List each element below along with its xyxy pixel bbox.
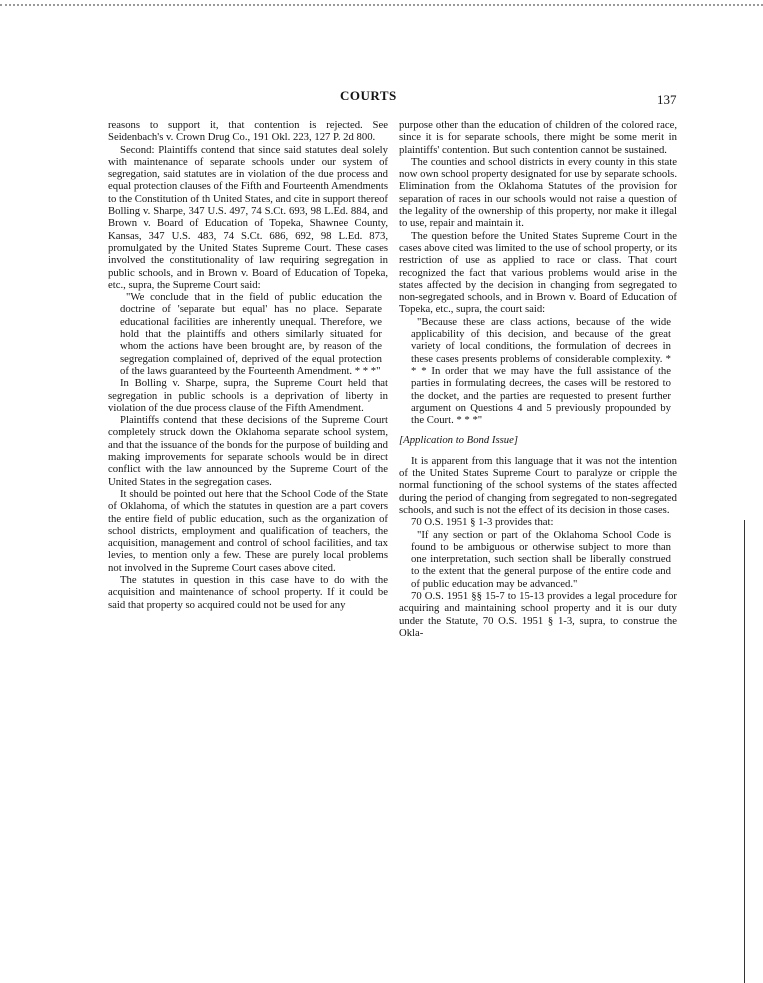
paragraph: It is apparent from this language that it was not the intention of the United States Supreme Court to paralyze or cripple the normal functioning of the school systems of the states affected during the period of changing from segregated to non-segregated schools, and such is not the effect of its decision in those cases. [399,454,677,516]
page-number: 137 [657,92,677,107]
paragraph: The statutes in question in this case have to do with the acquisition and maintenance of school property. If it could be said that property so acquired could not be used for any [108,573,388,611]
paragraph: Plaintiffs contend that these decisions of the Supreme Court completely struck down the Oklahoma separate school system, and that the issuance of the bonds for the purpose of building and making improvements for separate schools would be in direct conflict with the law announced by the Supreme Court of the United States in the segregation cases. [108,414,388,488]
running-header-title: COURTS [340,88,397,103]
paragraph: 70 O.S. 1951 §§ 15-7 to 15-13 provides a legal procedure for acquiring and maintaining school property and it is our duty under the Statute, 70 O.S. 1951 § 1-3, supra, to construe the Okla- [399,589,677,639]
right-column [399,119,677,639]
left-column [108,119,388,611]
paragraph: 70 O.S. 1951 § 1-3 provides that: [411,516,554,529]
paragraph: The counties and school districts in every county in this state now own school property designated for use by separate schools. Elimination from the Oklahoma Statutes of the provision for separation of races in our schools would not raise a question of the legality of the ownership of this property, nor make it illegal to use, repair and maintain it. [399,155,677,230]
paragraph: reasons to support it, that contention is rejected. See Seidenbach's v. Crown Drug Co., 191 Okl. 223, 127 P. 2d 800. [108,119,388,144]
section-heading: [Application to Bond Issue] [399,434,519,447]
paragraph: Second: Plaintiffs contend that since said statutes deal solely with maintenance of separate schools under our system of segregation, said statutes are in violation of the due process and equal protection clauses of the Fifth and Fourteenth Amendments to the Constitution of th United States, and cite in support thereof Bolling v. Sharpe, 347 U.S. 497, 74 S.Ct. 693, 98 L.Ed. 884, and Brown v. Board of Education of Topeka, Shawnee County, Kansas, 347 U.S. 483, 74 S.Ct. 686, 692, 98 L.Ed. 873, promulgated by the United States Supreme Court. These cases involved the constitutionality of law requiring segregation in public schools, and in Brown v. Board of Education of Topeka, etc., supra, the Supreme Court said: [108,143,388,291]
paragraph: The question before the United States Supreme Court in the cases above cited was limited to the use of school property, or its restriction of use as applied to race or class. That court recognized the fact that various problems would arise in the states affected by the decision in changing from segregated to non-segregated schools, and in Brown v. Board of Education of Topeka, etc., supra, the court said: [399,229,677,316]
right-margin-line [744,520,745,983]
block-quote: "We conclude that in the field of public education the doctrine of 'separate but equal' has no place. Separate educational facilities are inherently unequal. Therefore, we hold that the plaintiffs and others similarly situated for whom the actions have been brought are, by reason of the segregation complained of, deprived of the equal protection of the laws guaranteed by the Fourteenth Amendment. * * *" [120,291,382,377]
top-dotted-border [0,4,763,6]
paragraph: It should be pointed out here that the School Code of the State of Oklahoma, of which the statutes in question are a part covers the entire field of public education, such as the organization of school districts, employment and qualification of teachers, the acquisition, management and control of school facilities, and tax levies, to mention only a few. These are purely local problems not involved in the Supreme Court cases above cited. [108,487,388,574]
block-quote: "If any section or part of the Oklahoma School Code is found to be ambiguous or otherwise subject to more than one interpretation, such section shall be liberally construed to the extent that the general purpose of the entire code and of public education may be advanced." [411,528,671,590]
block-quote: "Because these are class actions, because of the wide applicability of this decision, and because of the great variety of local conditions, the formulation of decrees in these cases presents problems of considerable complexity. * * * In order that we may have the full assistance of the parties in formulating decrees, the cases will be restored to the docket, and the parties are requested to present further argument on Questions 4 and 5 previously propounded by the Court. * * *" [411,315,671,427]
paragraph: In Bolling v. Sharpe, supra, the Supreme Court held that segregation in public schools is a deprivation of liberty in violation of the due process clause of the Fifth Amendment. [108,377,388,414]
paragraph: purpose other than the education of children of the colored race, since it is for separate schools, there might be some merit in plaintiffs' contention. But such contention cannot be sustained. [399,119,677,156]
